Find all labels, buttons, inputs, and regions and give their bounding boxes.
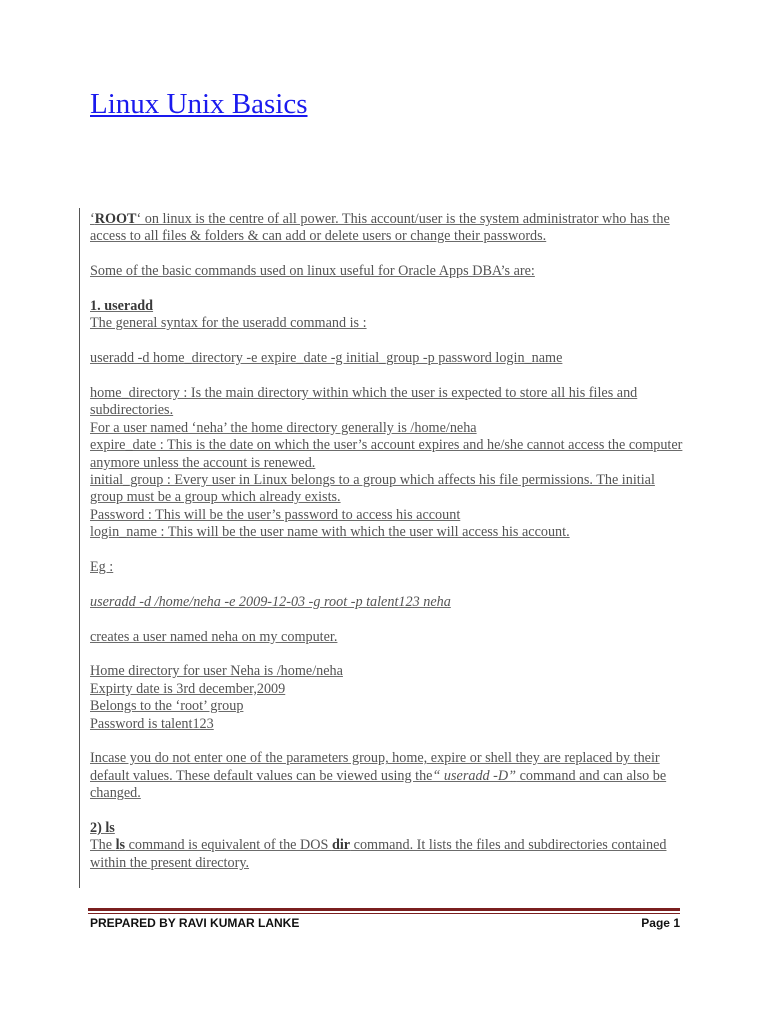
footer-rule-thick bbox=[88, 908, 680, 911]
basic-commands-line: Some of the basic commands used on linux useful for Oracle Apps DBA’s are: bbox=[90, 263, 535, 280]
intro-paragraph bbox=[90, 211, 686, 246]
eg-label: Eg : bbox=[90, 559, 114, 576]
ls-paragraph bbox=[90, 837, 686, 872]
ls-text-c: command. It lists the files and subdirectories contained within the present directory. bbox=[90, 837, 667, 871]
margin-bar bbox=[79, 208, 80, 888]
default-command: “ useradd -D” bbox=[432, 767, 517, 784]
param-expire-date: expire_date : This is the date on which the user’s account expires and he/she cannot access the computer anymore unless the account is renewed. bbox=[90, 437, 683, 471]
default-values-paragraph bbox=[90, 750, 686, 802]
footer-rule-thin bbox=[88, 913, 680, 914]
ls-text-a: The bbox=[90, 837, 116, 854]
param-initial-group: initial_group : Every user in Linux belongs to a group which affects his file permissions. The initial group must be a group which already exists. bbox=[90, 472, 655, 506]
quote-mark: ‘ bbox=[90, 211, 95, 227]
intro-text: ‘ on linux is the centre of all power. This account/user is the system administrator who has the access to all files & folders & can add or delete users or change their passwords. bbox=[90, 211, 670, 245]
detail-group: Belongs to the ‘root’ group bbox=[90, 698, 244, 715]
detail-home: Home directory for user Neha is /home/neha bbox=[90, 663, 343, 680]
dir-word: dir bbox=[331, 837, 351, 854]
example-command: useradd -d /home/neha -e 2009-12-03 -g root -p talent123 neha bbox=[90, 593, 451, 610]
default-text-b: command and can also be changed. bbox=[90, 767, 667, 802]
document-title: Linux Unix Basics bbox=[90, 88, 308, 120]
section1-heading: 1. useradd bbox=[90, 298, 154, 314]
detail-expiry: Expirty date is 3rd december,2009 bbox=[90, 680, 286, 697]
ls-text-b: command is equivalent of the DOS bbox=[125, 837, 332, 854]
param-home-directory: home_directory : Is the main directory within which the user is expected to store all his files and subdirectories. bbox=[90, 385, 638, 419]
syntax-line: useradd -d home_directory -e expire_date -g initial_group -p password login_name bbox=[90, 350, 563, 367]
section2-heading: 2) ls bbox=[90, 820, 115, 837]
ls-word: ls bbox=[115, 837, 126, 854]
root-word: ROOT bbox=[94, 211, 137, 227]
page-number: Page 1 bbox=[641, 916, 680, 930]
param-login-name: login_name : This will be the user name with which the user will access his account. bbox=[90, 524, 570, 541]
detail-password: Password is talent123 bbox=[90, 715, 214, 732]
creates-line: creates a user named neha on my computer. bbox=[90, 628, 338, 645]
default-text-a: Incase you do not enter one of the parameters group, home, expire or shell they are replaced by their default values. These default values can be viewed using the bbox=[90, 750, 660, 784]
document-body bbox=[90, 211, 686, 872]
param-home-example: For a user named ‘neha’ the home directory generally is /home/neha bbox=[90, 419, 477, 436]
prepared-by: PREPARED BY RAVI KUMAR LANKE bbox=[90, 916, 300, 930]
syntax-intro: The general syntax for the useradd command is : bbox=[90, 315, 367, 332]
param-password: Password : This will be the user’s password to access his account bbox=[90, 506, 461, 523]
